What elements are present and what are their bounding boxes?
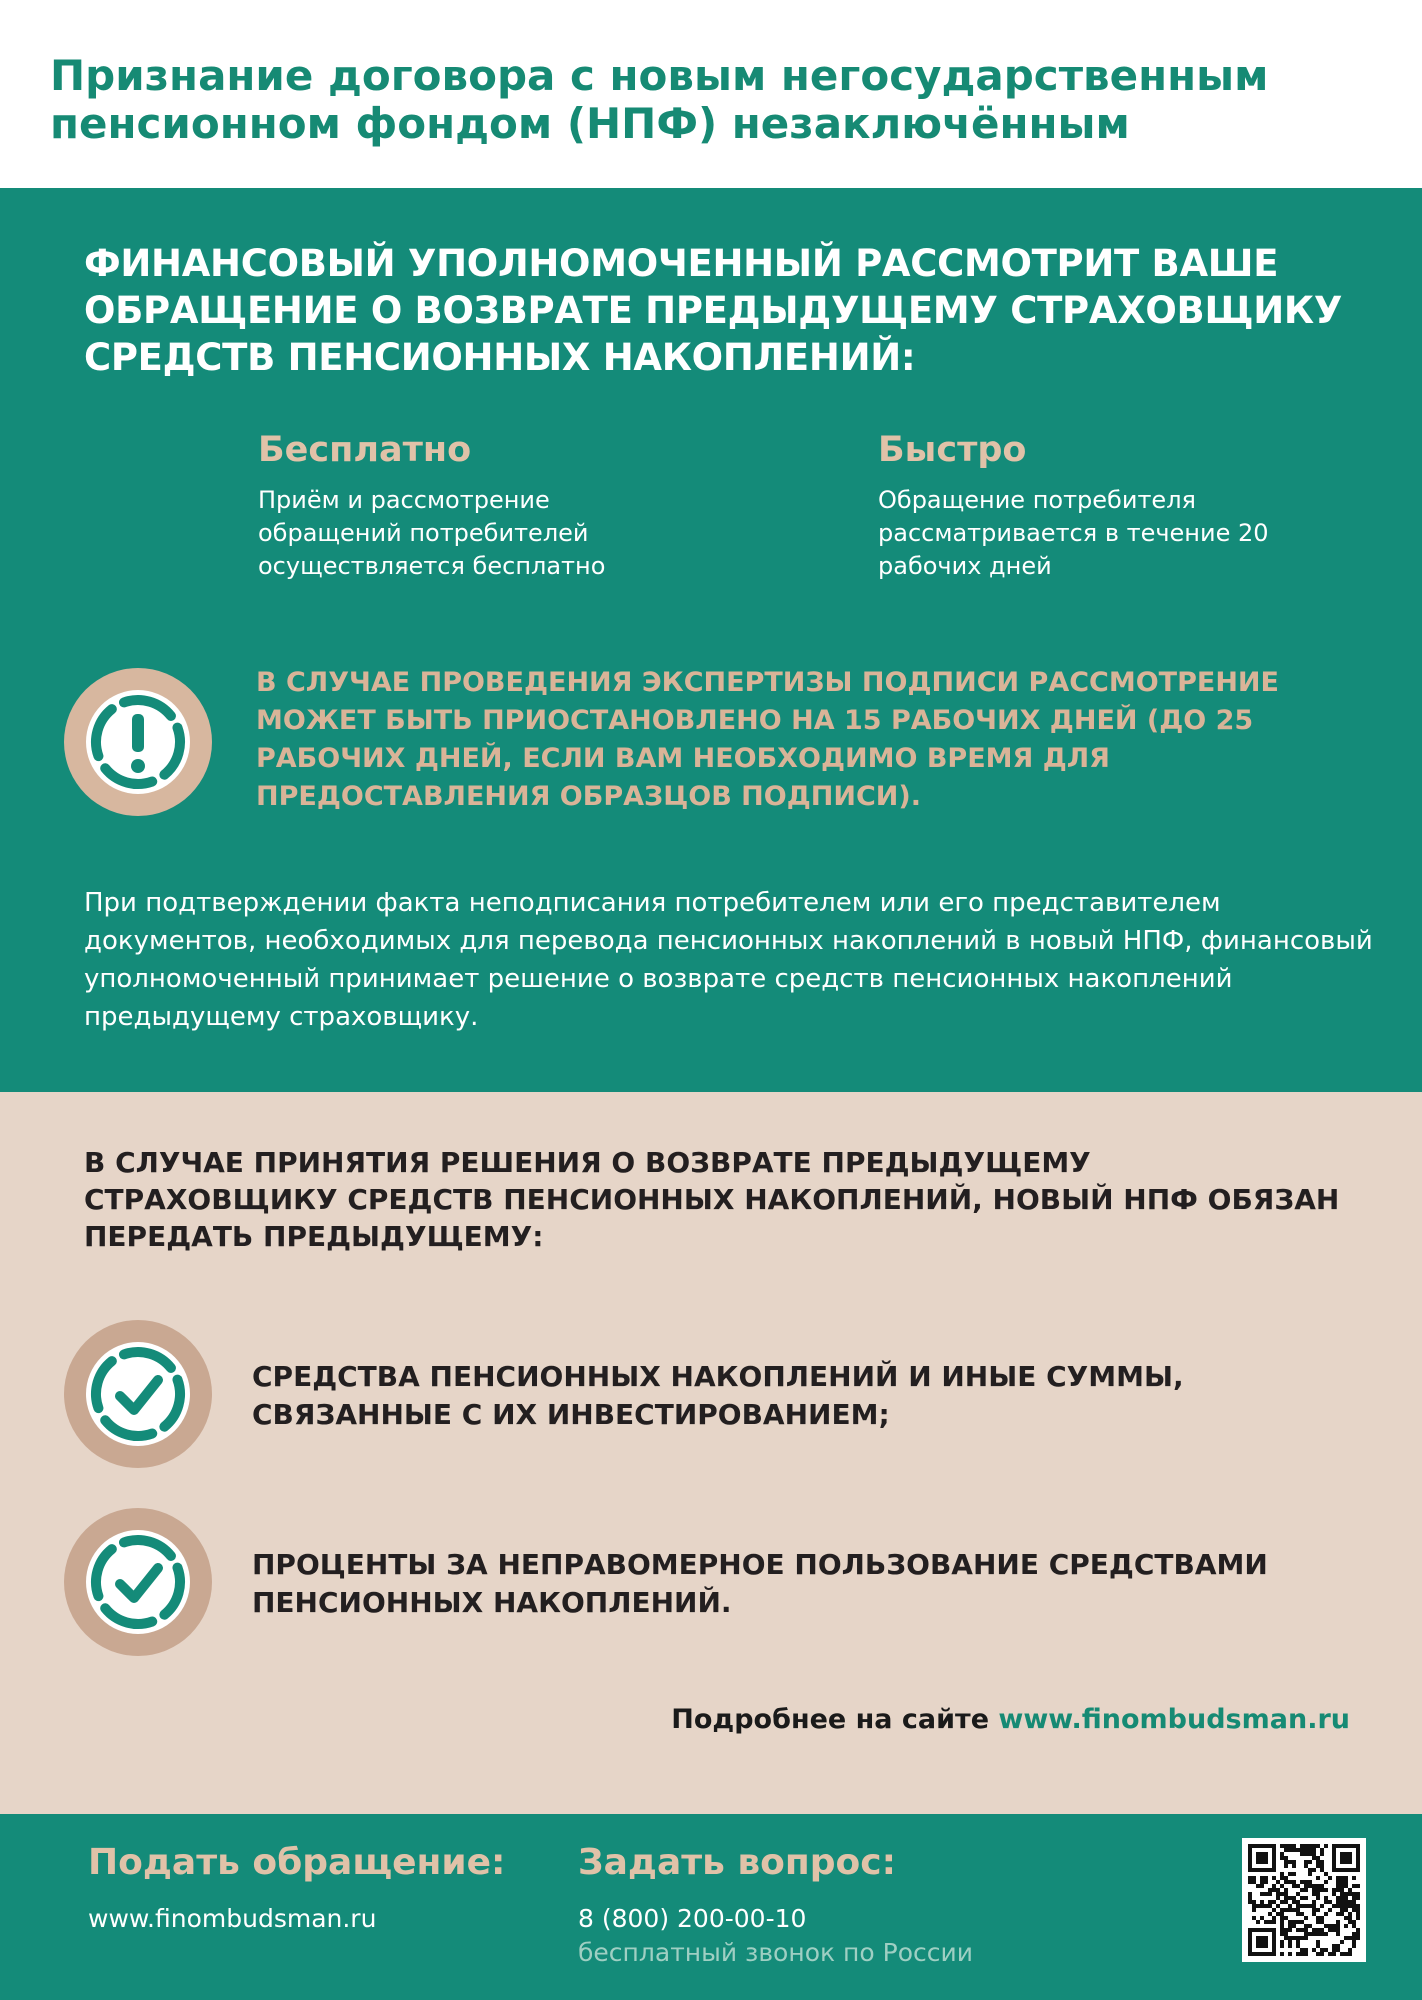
qr-code-icon[interactable] xyxy=(1242,1838,1366,1962)
ask-title: Задать вопрос: xyxy=(578,1842,897,1883)
checkmark-icon xyxy=(64,1508,212,1656)
obligation-item xyxy=(0,1320,1422,1470)
ask-block xyxy=(578,1838,973,1970)
page-header xyxy=(0,0,1422,188)
more-info xyxy=(671,1704,1350,1735)
obligations-heading: В СЛУЧАЕ ПРИНЯТИЯ РЕШЕНИЯ О ВОЗВРАТЕ ПРЕДЫДУЩЕМУ СТРАХОВЩИКУ СРЕДСТВ ПЕНСИОННЫХ НАКОПЛЕНИЙ, НОВЫЙ НПФ ОБЯЗАН ПЕРЕДАТЬ ПРЕДЫДУЩЕМУ: xyxy=(84,1146,1340,1253)
submit-title: Подать обращение: xyxy=(88,1842,506,1883)
review-section xyxy=(0,188,1422,1092)
page-footer xyxy=(0,1814,1422,2000)
phone-note: бесплатный звонок по России xyxy=(578,1938,973,1967)
exclamation-icon xyxy=(64,668,212,816)
phone-number[interactable]: 8 (800) 200-00-10 xyxy=(578,1904,807,1933)
decision-info: При подтверждении факта неподписания потребителем или его представителем документов, необходимых для перевода пенсионных накоплений в новый НПФ, финансовый уполномоченный принимает решение о возврате средств пенсионных накоплений предыдущему страховщику. xyxy=(84,888,1373,1032)
page-title xyxy=(50,52,1390,148)
page-title-line1: Признание договора с новым негосударственным xyxy=(50,51,1269,100)
feature-free-title: Бесплатно xyxy=(258,430,472,470)
feature-fast-text: Обращение потребителя рассматривается в течение 20 рабочих дней xyxy=(878,486,1269,580)
more-info-label: Подробнее на сайте xyxy=(671,1704,999,1735)
page-title-line2: пенсионном фондом (НПФ) незаключённым xyxy=(50,99,1130,148)
feature-fast xyxy=(878,428,1318,583)
submit-url-link[interactable]: www.finombudsman.ru xyxy=(88,1904,377,1933)
obligations-section xyxy=(0,1092,1422,1814)
submit-block xyxy=(88,1838,505,1936)
obligation-item-text: ПРОЦЕНТЫ ЗА НЕПРАВОМЕРНОЕ ПОЛЬЗОВАНИЕ СРЕДСТВАМИ ПЕНСИОННЫХ НАКОПЛЕНИЙ. xyxy=(252,1548,1268,1619)
feature-fast-title: Быстро xyxy=(878,430,1027,470)
review-heading: ФИНАНСОВЫЙ УПОЛНОМОЧЕННЫЙ РАССМОТРИТ ВАШЕ ОБРАЩЕНИЕ О ВОЗВРАТЕ ПРЕДЫДУЩЕМУ СТРАХОВЩИКУ СРЕДСТВ ПЕНСИОННЫХ НАКОПЛЕНИЙ: xyxy=(84,242,1343,379)
feature-free-text: Приём и рассмотрение обращений потребителей осуществляется бесплатно xyxy=(258,486,606,580)
checkmark-icon xyxy=(64,1320,212,1468)
feature-free xyxy=(258,428,698,583)
signature-expertise-notice: В СЛУЧАЕ ПРОВЕДЕНИЯ ЭКСПЕРТИЗЫ ПОДПИСИ РАССМОТРЕНИЕ МОЖЕТ БЫТЬ ПРИОСТАНОВЛЕНО НА 15 РАБОЧИХ ДНЕЙ (ДО 25 РАБОЧИХ ДНЕЙ, ЕСЛИ ВАМ НЕОБХОДИМО ВРЕМЯ ДЛЯ ПРЕДОСТАВЛЕНИЯ ОБРАЗЦОВ ПОДПИСИ). xyxy=(256,667,1279,812)
website-link[interactable]: www.finombudsman.ru xyxy=(998,1704,1350,1735)
obligation-item xyxy=(0,1508,1422,1658)
obligation-item-text: СРЕДСТВА ПЕНСИОННЫХ НАКОПЛЕНИЙ И ИНЫЕ СУММЫ, СВЯЗАННЫЕ С ИХ ИНВЕСТИРОВАНИЕМ; xyxy=(252,1360,1184,1431)
